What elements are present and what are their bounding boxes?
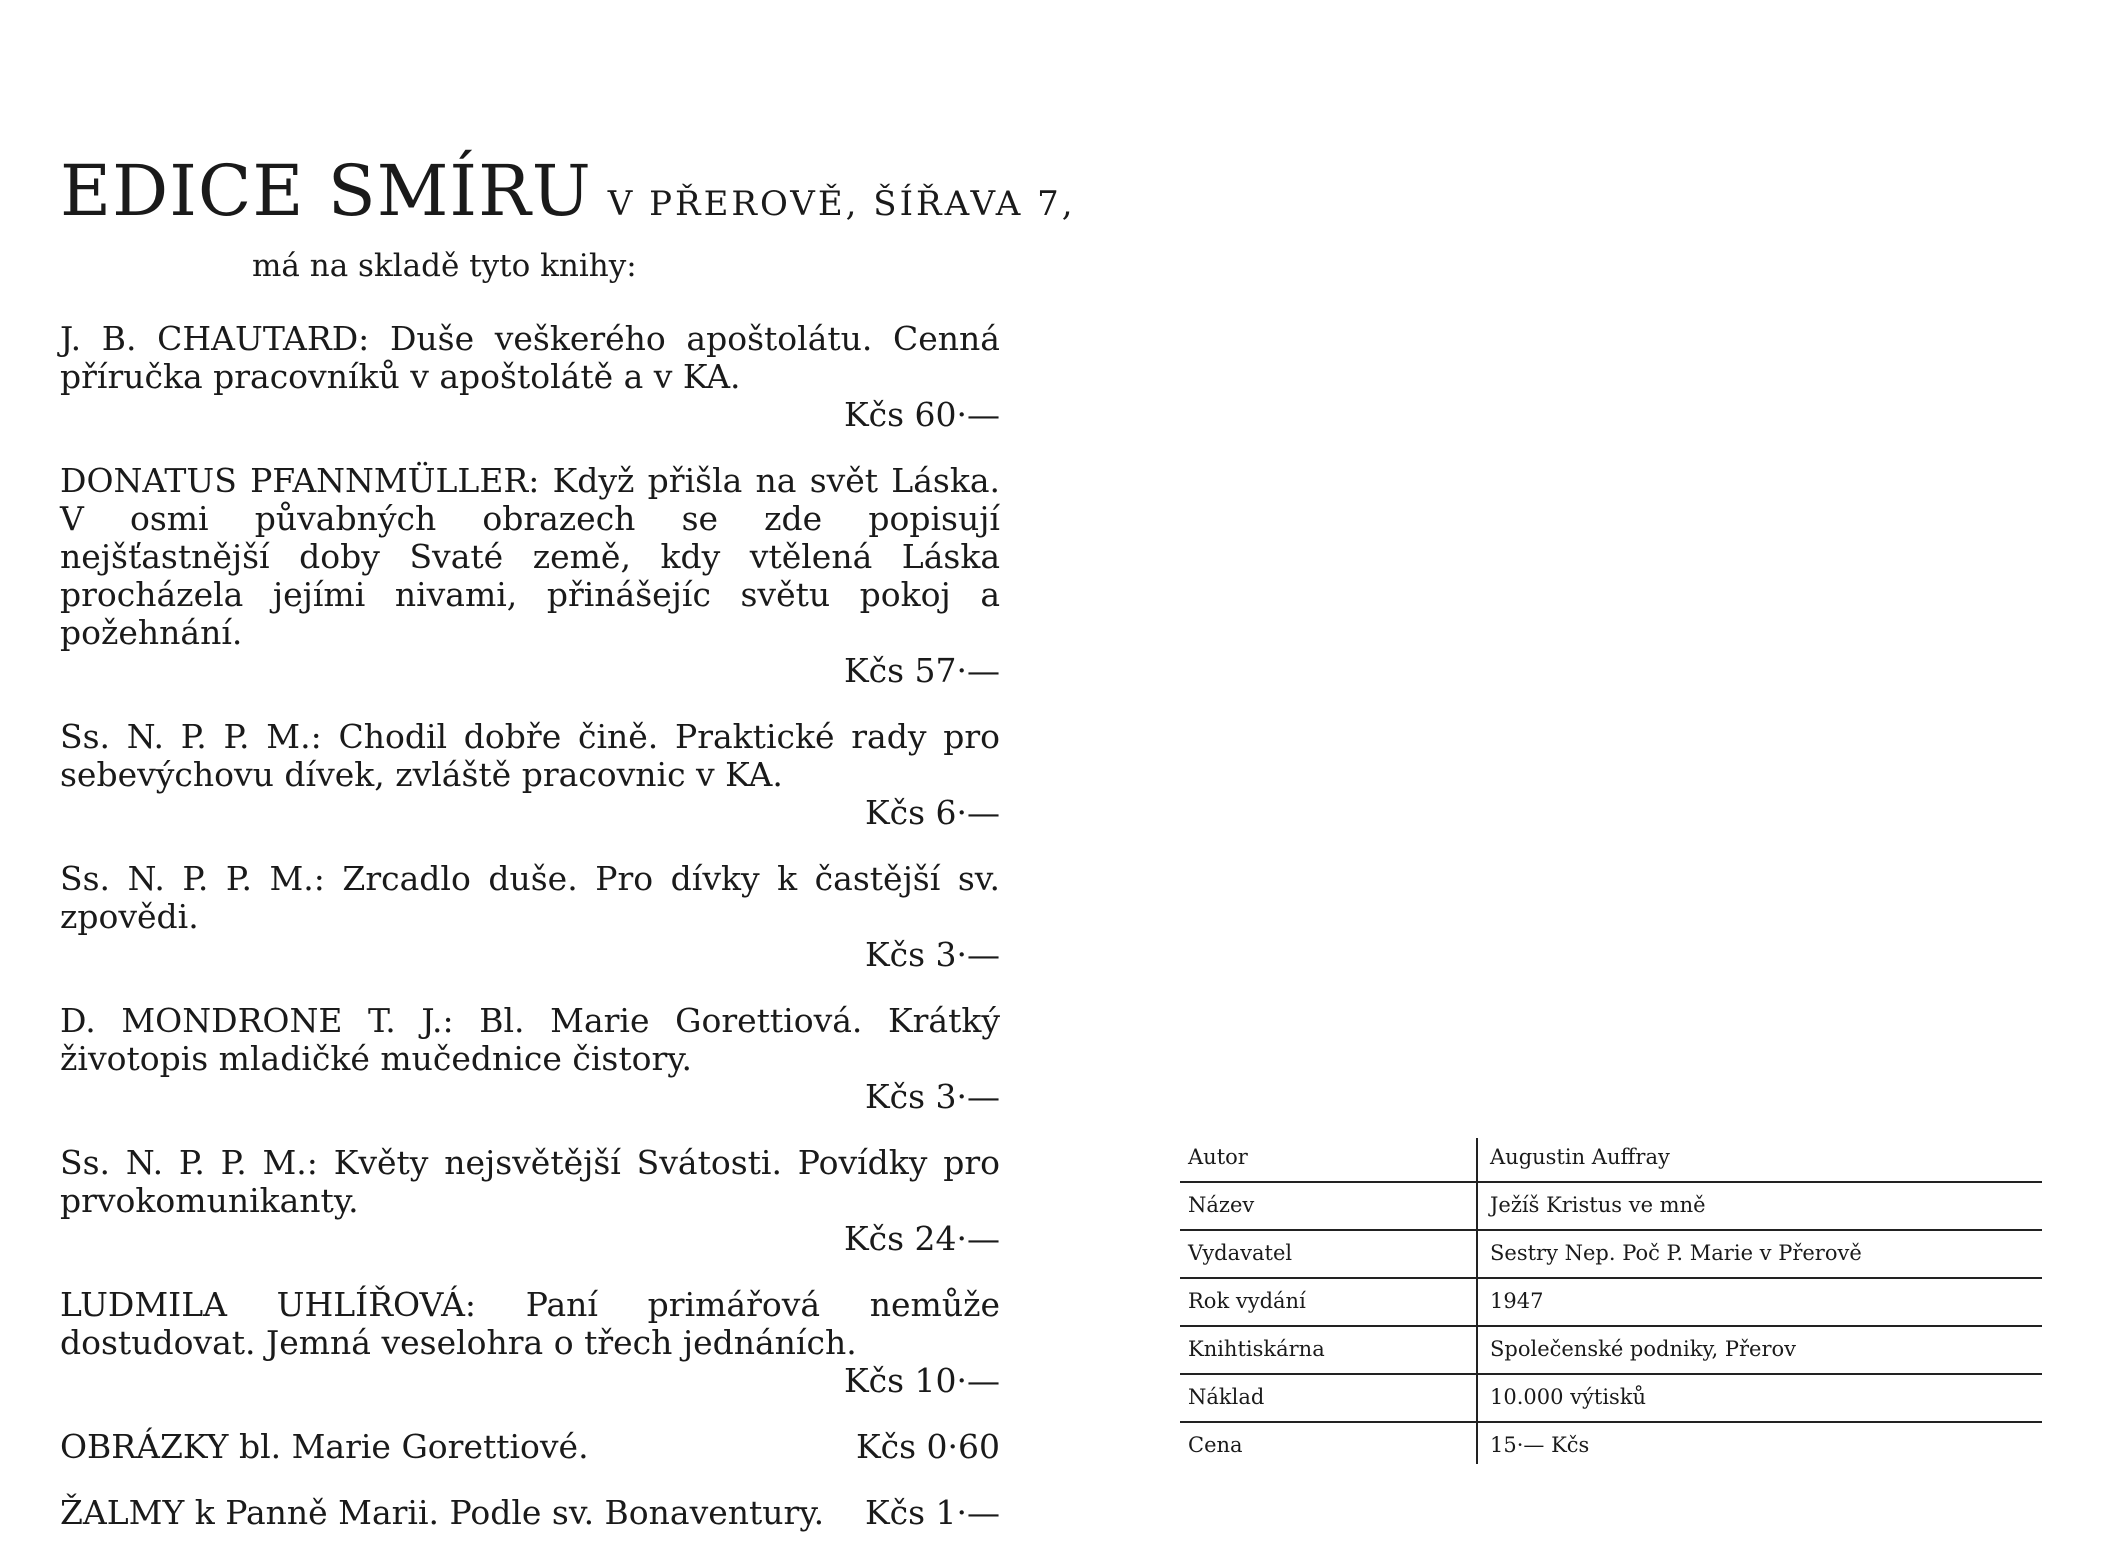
book-author: Ss. N. P. P. M.: — [60, 1143, 318, 1182]
book-price: Kčs 60·— — [843, 395, 1000, 434]
book-description: Bl. Marie Gorettiová. Krátký životopis mladičké mučednice čistory. — [60, 1001, 1000, 1078]
colophon-row — [1180, 1231, 2042, 1279]
book-description: Když přišla na svět Láska. V osmi půvabných obrazech se zde popisují nejšťastnější doby Svaté země, kdy vtělená Láska procházela jejími nivami, přinášejíc světu pokoj a požehnání. — [60, 461, 1000, 652]
page-header — [60, 150, 1076, 232]
book-price: Kčs 6·— — [864, 793, 1000, 832]
book-entry — [60, 320, 1000, 434]
colophon-row — [1180, 1327, 2042, 1375]
book-description: Zrcadlo duše. Pro dívky k častější sv. zpovědi. — [60, 859, 1000, 936]
book-author: J. B. CHAUTARD: — [60, 319, 370, 358]
book-description: Paní primářová nemůže dostudovat. Jemná veselohra o třech jednáních. — [60, 1285, 1000, 1362]
book-description: k Panně Marii. Podle sv. Bonaventury. — [194, 1493, 825, 1532]
book-author: OBRÁZKY — [60, 1427, 229, 1466]
colophon-value: Sestry Nep. Poč P. Marie v Přerově — [1490, 1241, 1862, 1265]
colophon-label: Vydavatel — [1188, 1241, 1293, 1265]
book-entry — [60, 1002, 1000, 1116]
book-price: Kčs 1·— — [864, 1493, 1000, 1532]
colophon-value: 1947 — [1490, 1289, 1544, 1313]
colophon-row — [1180, 1423, 2042, 1469]
book-author: Ss. N. P. P. M.: — [60, 717, 322, 756]
book-author: DONATUS PFANNMÜLLER: — [60, 461, 540, 500]
colophon-value: Ježíš Kristus ve mně — [1490, 1193, 1706, 1217]
book-price: Kčs 24·— — [843, 1219, 1000, 1258]
book-entry — [60, 1286, 1000, 1400]
colophon-value: Společenské podniky, Přerov — [1490, 1337, 1796, 1361]
colophon-row — [1180, 1375, 2042, 1423]
colophon-table — [1180, 1135, 2042, 1469]
book-price: Kčs 3·— — [864, 1077, 1000, 1116]
book-description: Chodil dobře čině. Praktické rady pro sebevýchovu dívek, zvláště pracovnic v KA. — [60, 717, 1000, 794]
book-entry — [60, 1428, 1000, 1466]
book-list — [60, 320, 1000, 1532]
book-author: LUDMILA UHLÍŘOVÁ: — [60, 1285, 477, 1324]
book-price: Kčs 57·— — [843, 651, 1000, 690]
book-entry — [60, 1144, 1000, 1258]
book-description: bl. Marie Gorettiové. — [238, 1427, 589, 1466]
book-author: D. MONDRONE T. J.: — [60, 1001, 454, 1040]
book-entry — [60, 718, 1000, 832]
colophon-label: Knihtiskárna — [1188, 1337, 1325, 1361]
colophon-value: 10.000 výtisků — [1490, 1385, 1647, 1409]
book-price: Kčs 10·— — [843, 1361, 1000, 1400]
book-price: Kčs 0·60 — [855, 1427, 1000, 1466]
book-entry — [60, 860, 1000, 974]
colophon-row — [1180, 1183, 2042, 1231]
colophon-row — [1180, 1279, 2042, 1327]
book-price: Kčs 3·— — [864, 935, 1000, 974]
book-entry — [60, 462, 1000, 690]
book-author: ŽALMY — [60, 1493, 185, 1532]
colophon-row — [1180, 1135, 2042, 1183]
book-author: Ss. N. P. P. M.: — [60, 859, 325, 898]
book-description: Duše veškerého apoštolátu. Cenná příručka pracovníků v apoštolátě a v KA. — [60, 319, 1000, 396]
colophon-value: 15·— Kčs — [1490, 1433, 1590, 1457]
book-description: Květy nejsvětější Svátosti. Povídky pro prvokomunikanty. — [60, 1143, 1000, 1220]
colophon-label: Rok vydání — [1188, 1289, 1306, 1313]
book-list-page — [60, 150, 1076, 1560]
page-title-suffix: V PŘEROVĚ, ŠÍŘAVA 7, — [607, 184, 1076, 224]
colophon-label: Náklad — [1188, 1385, 1265, 1409]
page-title: EDICE SMÍRU — [60, 150, 592, 232]
colophon-value: Augustin Auffray — [1490, 1145, 1670, 1169]
colophon-label: Cena — [1188, 1433, 1243, 1457]
colophon-label: Autor — [1188, 1145, 1248, 1169]
page-subtitle: má na skladě tyto knihy: — [252, 248, 637, 284]
colophon-label: Název — [1188, 1193, 1255, 1217]
